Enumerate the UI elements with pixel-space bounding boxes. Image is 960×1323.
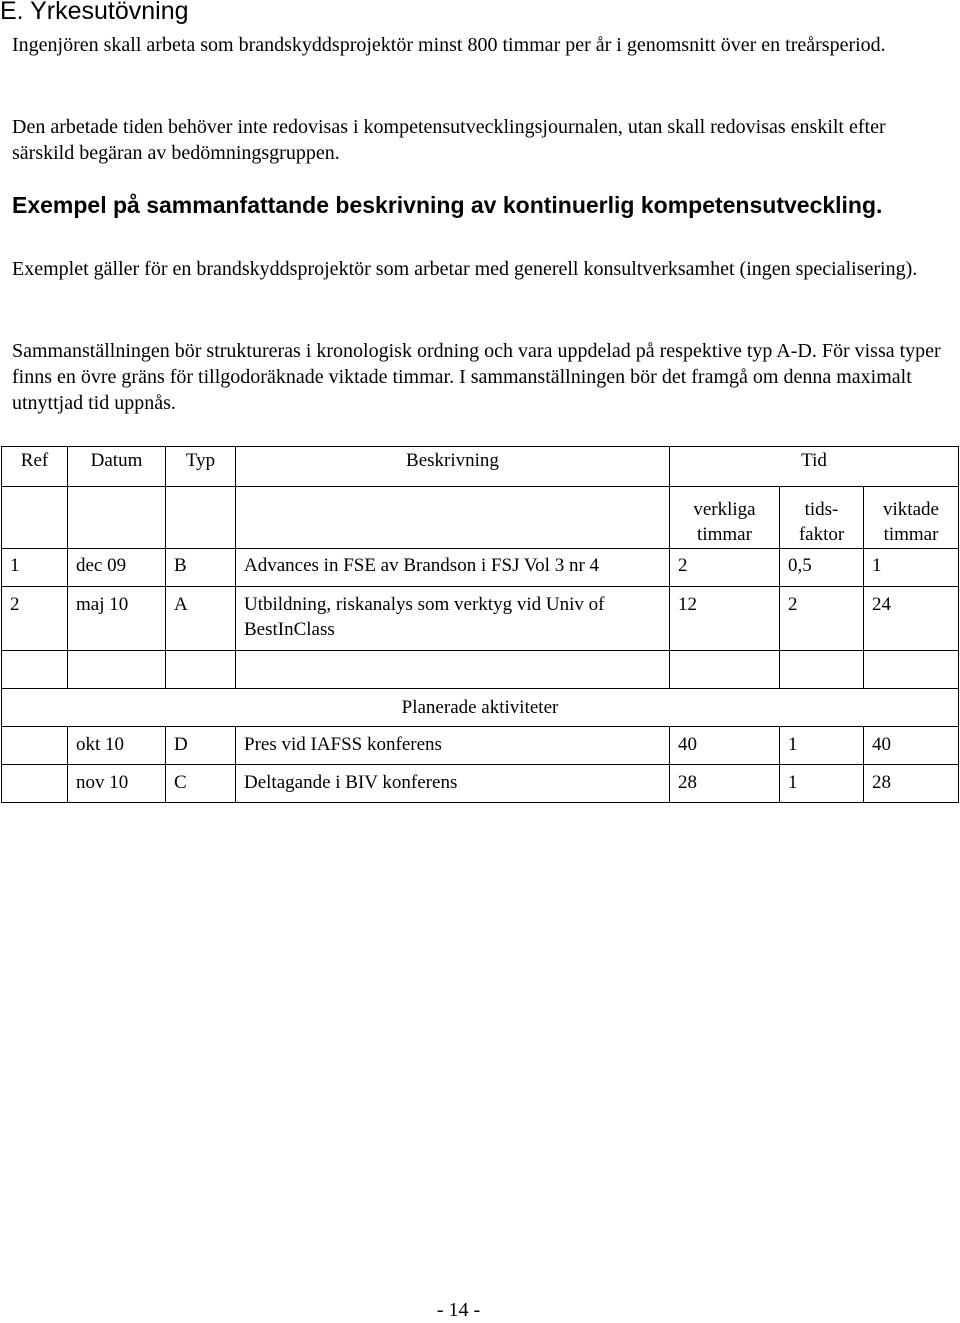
table-row	[2, 587, 959, 651]
header-beskrivning-cont	[236, 487, 670, 549]
cell-faktor: 1	[780, 727, 864, 765]
paragraph-reporting: Den arbetade tiden behöver inte redovisas i kompetensutvecklingsjournalen, utan skall redovisas enskilt efter särskild begäran av bedömningsgruppen.	[12, 116, 886, 164]
header-tidsfaktor: tids-faktor	[780, 487, 864, 549]
cell-typ: D	[166, 727, 236, 765]
cell-faktor: 0,5	[780, 549, 864, 587]
section-heading: E. Yrkesutövning	[0, 0, 189, 25]
cell-empty	[166, 651, 236, 689]
header-datum: Datum	[68, 447, 166, 487]
table-header-row	[2, 447, 959, 487]
cell-typ: B	[166, 549, 236, 587]
paragraph-work-hours: Ingenjören skall arbeta som brandskyddsprojektör minst 800 timmar per år i genomsnitt över en treårsperiod.	[12, 34, 886, 56]
cell-empty	[236, 651, 670, 689]
cell-datum: maj 10	[68, 587, 166, 651]
header-typ: Typ	[166, 447, 236, 487]
paragraph-structure: Sammanställningen bör struktureras i kronologisk ordning och vara uppdelad på respektive typ A-D. För vissa typer finns en övre gräns för tillgodoräknade viktade timmar. I sammanställningen bör det framgå om denna maximalt utnyttjad tid uppnås.	[12, 340, 941, 414]
cell-datum: dec 09	[68, 549, 166, 587]
cell-beskrivning: Deltagande i BIV konferens	[236, 765, 670, 803]
cell-viktade: 40	[864, 727, 959, 765]
cell-beskrivning: Advances in FSE av Brandson i FSJ Vol 3 nr 4	[236, 549, 670, 587]
planned-activities-row	[2, 689, 959, 727]
cell-typ: C	[166, 765, 236, 803]
cell-verkliga: 40	[670, 727, 780, 765]
cell-viktade: 1	[864, 549, 959, 587]
header-ref-cont	[2, 487, 68, 549]
cell-verkliga: 28	[670, 765, 780, 803]
cell-beskrivning: Utbildning, riskanalys som verktyg vid Univ of BestInClass	[236, 587, 670, 651]
cell-faktor: 2	[780, 587, 864, 651]
paragraph-example-scope: Exemplet gäller för en brandskyddsprojektör som arbetar med generell konsultverksamhet (ingen specialisering).	[12, 258, 918, 280]
cell-ref	[2, 765, 68, 803]
table-row	[2, 549, 959, 587]
activities-table	[1, 446, 959, 803]
header-beskrivning: Beskrivning	[236, 447, 670, 487]
cell-empty	[670, 651, 780, 689]
header-tid: Tid	[670, 447, 959, 487]
cell-empty	[2, 651, 68, 689]
cell-empty	[68, 651, 166, 689]
cell-faktor: 1	[780, 765, 864, 803]
cell-viktade: 28	[864, 765, 959, 803]
header-ref: Ref	[2, 447, 68, 487]
cell-datum: okt 10	[68, 727, 166, 765]
page-number: - 14 -	[436, 1299, 481, 1321]
cell-viktade: 24	[864, 587, 959, 651]
cell-ref: 2	[2, 587, 68, 651]
planned-activities-label: Planerade aktiviteter	[2, 689, 959, 727]
table-subheader-row	[2, 487, 959, 549]
header-datum-cont	[68, 487, 166, 549]
header-viktade-timmar: viktade timmar	[864, 487, 959, 549]
header-verkliga-timmar: verkliga timmar	[670, 487, 780, 549]
table-row	[2, 765, 959, 803]
cell-ref	[2, 727, 68, 765]
cell-beskrivning: Pres vid IAFSS konferens	[236, 727, 670, 765]
table-row	[2, 727, 959, 765]
cell-verkliga: 12	[670, 587, 780, 651]
cell-ref: 1	[2, 549, 68, 587]
example-heading: Exempel på sammanfattande beskrivning av kontinuerlig kompetensutveckling.	[12, 192, 883, 218]
cell-empty	[864, 651, 959, 689]
cell-datum: nov 10	[68, 765, 166, 803]
table-empty-row	[2, 651, 959, 689]
cell-verkliga: 2	[670, 549, 780, 587]
header-typ-cont	[166, 487, 236, 549]
cell-typ: A	[166, 587, 236, 651]
cell-empty	[780, 651, 864, 689]
